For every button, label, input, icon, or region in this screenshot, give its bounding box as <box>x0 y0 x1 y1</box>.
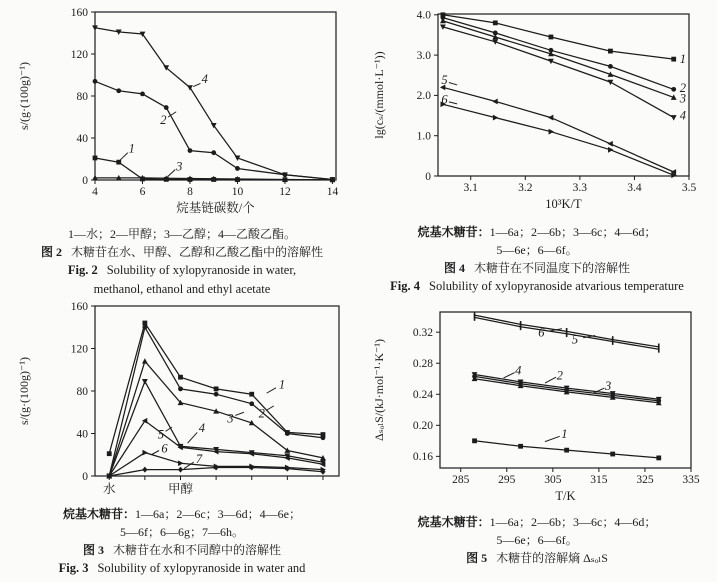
y-tick-label: 0.32 <box>412 326 433 339</box>
fig2-caption-en-1 <box>6 261 358 280</box>
series-label-6: 6 <box>161 441 168 456</box>
y-tick-label: 160 <box>70 300 88 313</box>
fig3-caption-cn <box>6 541 358 559</box>
series-label-4: 4 <box>515 363 522 378</box>
y-tick-label: 120 <box>70 48 88 61</box>
fig3-caption-en-text: Solubility of xylopyranoside in water and <box>97 561 306 575</box>
y-tick-label: 4.0 <box>416 9 431 22</box>
fig4-captions <box>361 223 713 296</box>
data-point-circle <box>321 435 326 440</box>
series-label-1: 1 <box>128 141 135 156</box>
data-point-circle <box>214 392 219 397</box>
fig4-chart <box>368 2 706 222</box>
data-point-circle <box>188 148 193 153</box>
data-point-triangle-right <box>549 129 554 135</box>
fig4-label-cn: 图 4 <box>443 261 465 275</box>
data-point-square <box>610 452 615 457</box>
plot-frame <box>438 14 689 176</box>
series-label-1: 1 <box>679 52 686 67</box>
series-3—6d <box>106 358 326 478</box>
x-tick-label: 325 <box>636 474 654 486</box>
fig2-captions <box>6 225 358 299</box>
x-axis-title: T/K <box>555 489 576 503</box>
data-point-square <box>493 20 498 25</box>
series-3—6c <box>440 18 677 100</box>
x-category-label: 甲醇 <box>167 482 193 496</box>
series-label-2: 2 <box>679 81 686 96</box>
x-tick-label: 295 <box>498 474 516 486</box>
y-tick-label: 0.16 <box>412 451 433 464</box>
series-4—乙酸乙酯 <box>92 25 335 182</box>
x-category-label: 水 <box>102 482 116 496</box>
fig3-caption-en <box>6 559 358 578</box>
annotation-leader <box>120 153 128 160</box>
series-1—6a <box>441 12 677 61</box>
series-6—6g <box>107 450 326 479</box>
y-tick-label: 0 <box>82 174 88 187</box>
y-tick-label: 160 <box>70 6 88 19</box>
figure-3-block <box>6 296 358 578</box>
annotation-leader <box>504 373 515 378</box>
fig3-legend-text-2: 5—6f；6—6g；7—6h。 <box>120 525 244 539</box>
data-point-triangle-down <box>671 115 677 120</box>
data-point-circle <box>608 64 613 69</box>
series-label-3: 3 <box>176 159 183 174</box>
data-point-circle <box>235 166 240 171</box>
fig3-label-cn: 图 3 <box>82 543 104 557</box>
x-tick-label: 3.5 <box>681 182 697 194</box>
fig4-label-en: Fig. 4 <box>390 279 421 293</box>
annotation-leader <box>545 377 556 383</box>
series-label-1: 1 <box>278 377 286 392</box>
data-point-square <box>472 438 477 443</box>
series-label-6: 6 <box>441 92 448 107</box>
series-line-4 <box>95 28 332 180</box>
fig4-legend-line-1 <box>361 223 713 241</box>
series-label-5: 5 <box>157 427 165 442</box>
annotation-leader <box>193 83 200 86</box>
y-tick-label: 80 <box>76 90 88 103</box>
series-label-3: 3 <box>227 411 234 426</box>
fig4-legend-lead: 烷基木糖苷： <box>417 225 490 239</box>
data-point-triangle-right <box>178 460 183 466</box>
y-axis-title: s/(g·(100g)⁻¹) <box>17 62 31 130</box>
fig3-chart <box>13 296 351 504</box>
fig3-legend-text-1: 1—6a；2—6c；3—6d；4—6e； <box>135 507 301 521</box>
y-tick-label: 2.0 <box>416 90 431 103</box>
fig5-captions <box>361 513 713 567</box>
x-axis-title: 烷基链碳数/个 <box>176 201 255 215</box>
series-line-6 <box>443 104 674 175</box>
fig3-legend-line-1 <box>6 505 358 523</box>
data-point-circle <box>211 150 216 155</box>
data-point-circle <box>142 325 147 330</box>
data-point-triangle-right <box>142 450 147 456</box>
data-point-circle <box>178 386 183 391</box>
annotation-leader <box>545 436 560 441</box>
y-tick-label: 0.24 <box>412 389 433 402</box>
fig2-caption-cn <box>6 243 358 261</box>
x-tick-label: 285 <box>452 474 470 486</box>
data-point-circle <box>164 105 169 110</box>
series-1—6a <box>472 438 661 460</box>
x-tick-label: 315 <box>590 474 608 486</box>
fig5-legend-text-1: 1—6a；2—6b；3—6c；4—6d； <box>489 515 657 529</box>
fig3-caption-cn-text: 木糖苷在水和不同醇中的溶解性 <box>113 543 282 557</box>
series-line-2 <box>95 81 332 179</box>
data-point-square <box>142 321 147 326</box>
data-point-square <box>656 456 661 461</box>
y-tick-label: 0 <box>82 470 88 483</box>
fig2-caption-cn-text: 木糖苷在水、甲醇、乙醇和乙酸乙酯中的溶解性 <box>71 245 324 259</box>
figure-5-block <box>361 300 713 567</box>
series-label-5: 5 <box>441 73 448 88</box>
y-tick-label: 0.20 <box>412 420 433 433</box>
series-line-2 <box>109 327 323 476</box>
fig4-legend-text-2: 5—6e；6—6f。 <box>496 243 578 257</box>
fig5-legend-text-2: 5—6e；6—6f。 <box>496 533 578 547</box>
data-point-triangle-left <box>142 418 147 424</box>
fig2-caption-en-2-text: methanol, ethanol and ethyl acetate <box>93 281 271 296</box>
data-point-circle <box>116 88 121 93</box>
data-point-triangle <box>142 358 148 363</box>
series-6—6f <box>441 101 677 178</box>
data-point-diamond <box>142 467 147 473</box>
series-line-2 <box>443 18 674 90</box>
series-label-3: 3 <box>679 91 686 106</box>
fig2-chart <box>13 2 351 224</box>
data-point-circle <box>285 431 290 436</box>
y-tick-label: 40 <box>76 428 88 441</box>
annotation-leader <box>267 406 274 410</box>
fig2-label-en: Fig. 2 <box>67 263 98 277</box>
series-label-2: 2 <box>160 113 167 128</box>
data-point-square <box>671 57 676 62</box>
series-label-5: 5 <box>571 332 579 347</box>
x-tick-label: 3.3 <box>572 182 588 194</box>
data-point-square <box>549 35 554 40</box>
y-tick-label: 0.28 <box>412 358 433 371</box>
annotation-leader <box>267 388 276 393</box>
fig4-legend-text-1: 1—6a；2—6b；3—6c；4—6d； <box>489 225 657 239</box>
data-point-square <box>564 448 569 453</box>
series-label-6: 6 <box>538 325 545 340</box>
x-tick-label: 3.4 <box>627 182 642 194</box>
data-point-square <box>116 160 121 165</box>
fig4-caption-cn <box>361 259 713 277</box>
y-axis-title: s/(g·(100g)⁻¹) <box>17 357 31 425</box>
annotation-leader <box>167 170 175 177</box>
fig4-caption-en-text: Solubility of xylopyranoside atvarious temperature <box>429 279 684 293</box>
fig2-label-cn: 图 2 <box>40 245 62 259</box>
data-point-square <box>107 451 112 456</box>
x-tick-label: 6 <box>139 186 146 198</box>
series-line-3 <box>443 21 674 98</box>
x-tick-label: 3.1 <box>463 182 478 194</box>
fig3-legend-lead: 烷基木糖苷： <box>63 507 136 521</box>
y-tick-label: 40 <box>76 132 88 145</box>
y-tick-label: 1.0 <box>416 130 431 143</box>
series-label-4: 4 <box>201 72 208 87</box>
annotation-leader <box>449 102 457 104</box>
series-label-3: 3 <box>604 379 612 394</box>
fig2-legend-text: 1—水；2—甲醇；3—乙醇；4—乙酸乙酯。 <box>67 227 296 241</box>
annotation-leader <box>188 432 198 443</box>
annotation-leader <box>151 451 159 455</box>
fig5-legend-lead: 烷基木糖苷： <box>417 515 490 529</box>
x-tick-label: 12 <box>279 186 291 198</box>
series-label-2: 2 <box>556 368 563 383</box>
data-point-square <box>518 444 523 449</box>
data-point-square <box>93 156 98 161</box>
data-point-triangle-left <box>607 141 612 147</box>
y-axis-title: ΔₛₒₗS/(kJ·mol⁻¹·K⁻¹) <box>372 339 386 441</box>
data-point-square <box>178 375 183 380</box>
fig3-legend-line-2 <box>6 523 358 541</box>
series-label-4: 4 <box>679 108 686 123</box>
fig5-label-cn: 图 5 <box>466 551 488 565</box>
data-point-triangle-left <box>492 99 497 105</box>
y-axis-title: lg(cₛ/(mmol·L⁻¹)) <box>372 51 386 139</box>
data-point-triangle-down <box>142 379 148 384</box>
x-tick-label: 14 <box>326 186 339 198</box>
x-tick-label: 4 <box>92 186 98 198</box>
data-point-triangle-right <box>493 115 498 121</box>
series-2—甲醇 <box>93 79 335 182</box>
x-tick-label: 8 <box>187 186 193 198</box>
data-point-triangle-left <box>548 115 553 121</box>
fig3-captions <box>6 505 358 578</box>
fig2-caption-en-1-text: Solubility of xylopyranoside in water, <box>106 263 297 277</box>
data-point-circle <box>671 87 676 92</box>
fig5-caption-cn-text: 木糖苷的溶解熵 ΔₛₒₗS <box>496 551 608 565</box>
data-point-square <box>214 386 219 391</box>
y-tick-label: 3.0 <box>416 49 431 62</box>
fig5-legend-line-1 <box>361 513 713 531</box>
data-point-triangle-down <box>608 80 614 85</box>
figure-4-block <box>361 2 713 296</box>
annotation-leader <box>449 83 457 85</box>
fig5-caption-cn <box>361 549 713 567</box>
fig5-legend-line-2 <box>361 531 713 549</box>
series-2—6b <box>441 15 677 92</box>
fig3-label-en: Fig. 3 <box>58 561 89 575</box>
series-label-2: 2 <box>258 406 265 421</box>
figure-2-block <box>6 2 358 299</box>
fig5-chart <box>368 300 706 512</box>
fig2-legend-line <box>6 225 358 243</box>
x-axis-title: 10³K/T <box>545 197 582 211</box>
fig4-caption-cn-text: 木糖苷在不同温度下的溶解性 <box>474 261 631 275</box>
data-point-square <box>249 392 254 397</box>
data-point-circle <box>249 401 254 406</box>
fig4-caption-en <box>361 277 713 296</box>
data-point-diamond <box>178 467 183 473</box>
x-tick-label: 305 <box>544 474 562 486</box>
series-line-4 <box>443 27 674 118</box>
y-tick-label: 120 <box>70 343 88 356</box>
series-1—6a <box>107 321 326 456</box>
series-line-5 <box>443 87 674 172</box>
x-tick-label: 335 <box>682 474 700 486</box>
series-label-1: 1 <box>561 427 568 442</box>
data-point-triangle-right <box>608 147 613 153</box>
y-tick-label: 0 <box>425 170 431 183</box>
x-tick-label: 3.2 <box>518 182 533 194</box>
x-tick-label: 10 <box>231 186 244 198</box>
annotation-leader <box>235 412 244 415</box>
data-point-square <box>608 49 613 54</box>
data-point-circle <box>93 79 98 84</box>
series-label-7: 7 <box>195 452 203 466</box>
fig4-legend-line-2 <box>361 241 713 259</box>
series-label-4: 4 <box>198 421 205 436</box>
y-tick-label: 80 <box>76 385 88 398</box>
data-point-circle <box>140 92 145 97</box>
